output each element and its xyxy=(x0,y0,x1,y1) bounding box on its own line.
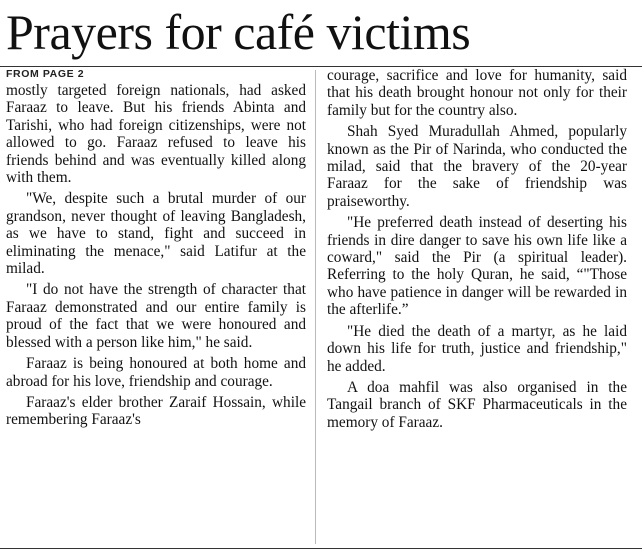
paragraph: Shah Syed Muradullah Ahmed, popularly known as the Pir of Narinda, who conducted the milad, said that the bravery of the 20-year Faraaz for the sake of friendship was praiseworthy. xyxy=(327,123,627,210)
paragraph: "He preferred death instead of deserting his friends in dire danger to save his own life like a coward," said the Pir (a spiritual leader). Referring to the holy Quran, he said, “"Those who have patience in danger will be rewarded in the afterlife.” xyxy=(327,214,627,319)
article-column-right xyxy=(327,67,627,431)
paragraph: Faraaz's elder brother Zaraif Hossain, while remembering Faraaz's xyxy=(6,393,306,429)
paragraph: A doa mahfil was also organised in the Tangail branch of SKF Pharmaceuticals in the memory of Faraaz. xyxy=(327,378,627,431)
paragraph: "He died the death of a martyr, as he laid down his life for truth, justice and friendship," he added. xyxy=(327,322,627,375)
headline: Prayers for café victims xyxy=(6,4,471,60)
continuation-kicker: FROM PAGE 2 xyxy=(6,68,85,80)
paragraph: Faraaz is being honoured at both home and abroad for his love, friendship and courage. xyxy=(6,355,306,390)
paragraph: "We, despite such a brutal murder of our grandson, never thought of leaving Bangladesh, as we have to stand, fight and succeed in eliminating the menace," said Latifur at the milad. xyxy=(6,190,306,278)
paragraph: "I do not have the strength of character that Faraaz demonstrated and our entire family is proud of the fact that we were honoured and blessed with a person like him," he said. xyxy=(6,281,306,351)
paragraph: courage, sacrifice and love for humanity, said that his death brought honour not only for their family but for the country also. xyxy=(327,67,627,119)
article-column-left xyxy=(6,67,306,429)
paragraph: mostly targeted foreign nationals, had asked Faraaz to leave. But his friends Abinta and Tarishi, who had foreign citizenships, were not allowed to go. Faraaz refused to leave his friends behind and was eventually killed along with them. xyxy=(6,82,306,187)
bottom-rule xyxy=(0,548,642,549)
column-divider xyxy=(315,70,316,544)
